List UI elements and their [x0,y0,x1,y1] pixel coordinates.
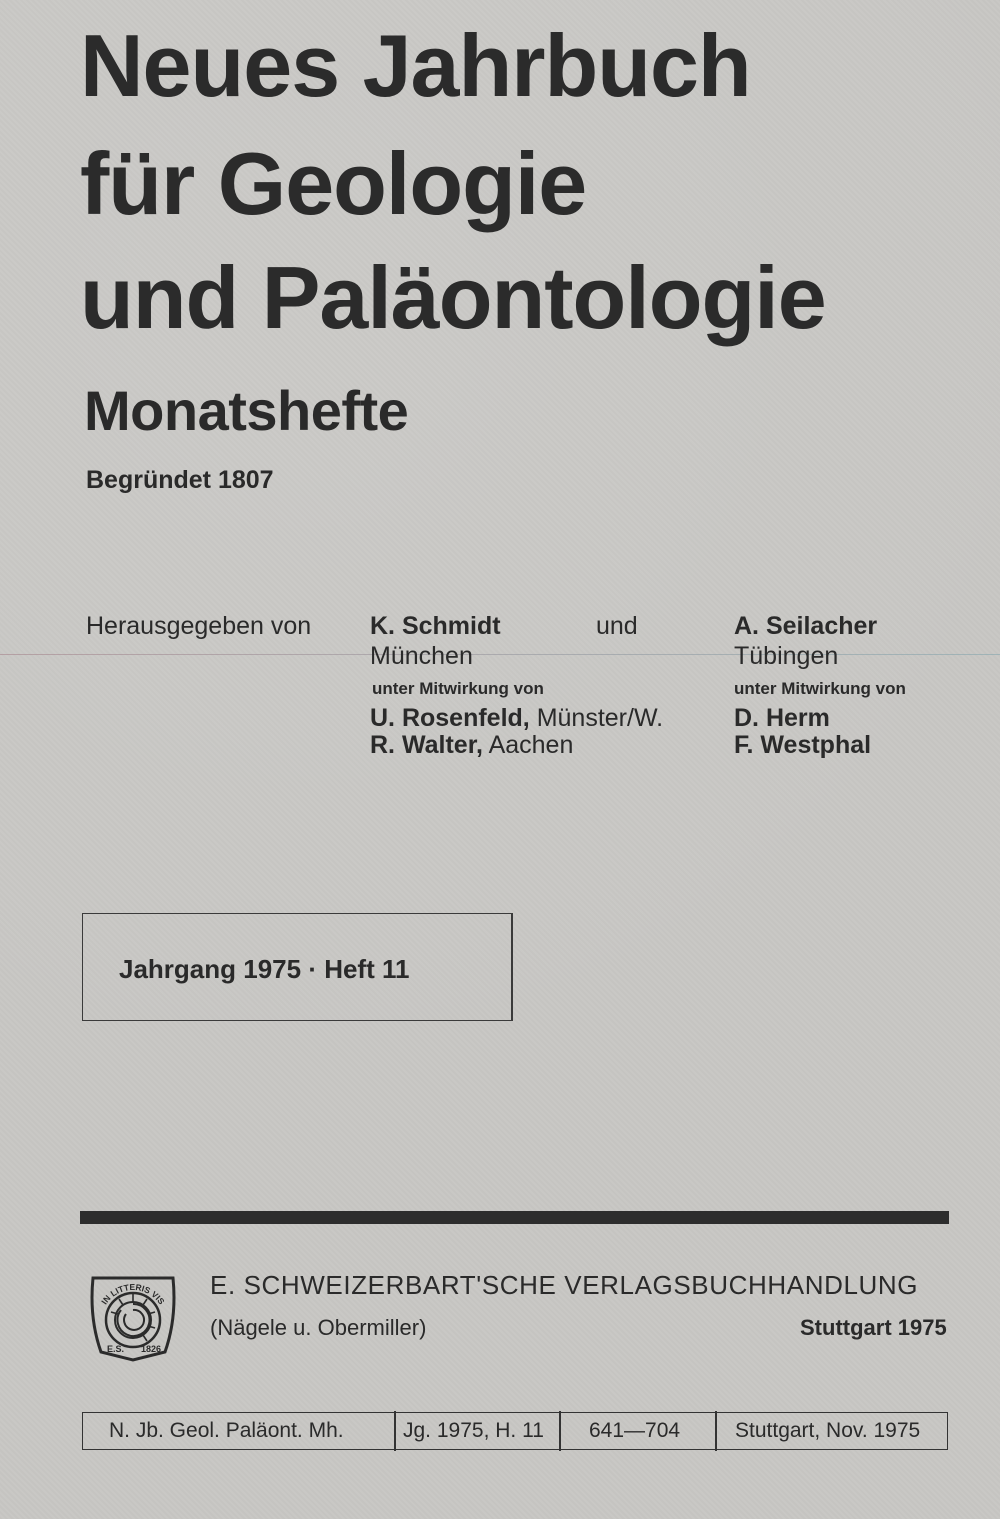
title-line-2: für Geologie [80,134,587,233]
editor-left-city: München [370,642,473,670]
collaborator-place: Münster/W. [536,704,664,732]
title-line-1: Neues Jahrbuch [80,16,751,115]
editors-conjunction: und [596,612,638,640]
collaborator-left-1 [370,704,663,733]
seal-initials: E.S. [107,1344,125,1354]
editor-left-name: K. Schmidt [370,612,501,640]
citation-pages: 641—704 [589,1419,681,1442]
citation-bar [82,1412,948,1450]
publisher-seal-icon [85,1272,181,1364]
editors-intro: Herausgegeben von [86,612,312,640]
collab-label-left: unter Mitwirkung von [372,679,544,698]
issue-box [82,913,513,1021]
seal-year: 1826 [141,1344,162,1354]
collaborator-right-1: D. Herm [734,704,830,732]
founded-note: Begründet 1807 [86,466,274,494]
subtitle: Monatshefte [84,379,409,442]
citation-journal: N. Jb. Geol. Paläont. Mh. [109,1419,344,1442]
collaborator-place: Aachen [488,731,574,759]
citation-separator [394,1411,396,1451]
citation-date: Stuttgart, Nov. 1975 [735,1419,921,1442]
collab-label-right: unter Mitwirkung von [734,679,906,698]
seal-motto: IN LITTERIS VIS [99,1281,167,1307]
citation-volume: Jg. 1975, H. 11 [403,1419,544,1442]
collaborator-right-2: F. Westphal [734,731,872,759]
divider-rule [80,1211,949,1224]
editor-right-name: A. Seilacher [734,612,878,640]
scan-artifact-line [0,654,1000,655]
collaborator-left-2 [370,731,573,760]
collaborator-name: U. Rosenfeld, [370,704,530,732]
citation-separator [715,1411,717,1451]
title-line-3: und Paläontologie [80,248,826,347]
collaborator-name: R. Walter, [370,731,483,759]
publisher-owners: (Nägele u. Obermiller) [210,1315,427,1340]
publisher-place-year: Stuttgart 1975 [800,1315,947,1340]
publisher-name: E. SCHWEIZERBART'SCHE VERLAGSBUCHHANDLUNG [210,1270,919,1300]
issue-label: Jahrgang 1975 · Heft 11 [119,954,410,984]
citation-separator [559,1411,561,1451]
editor-right-city: Tübingen [734,642,839,670]
